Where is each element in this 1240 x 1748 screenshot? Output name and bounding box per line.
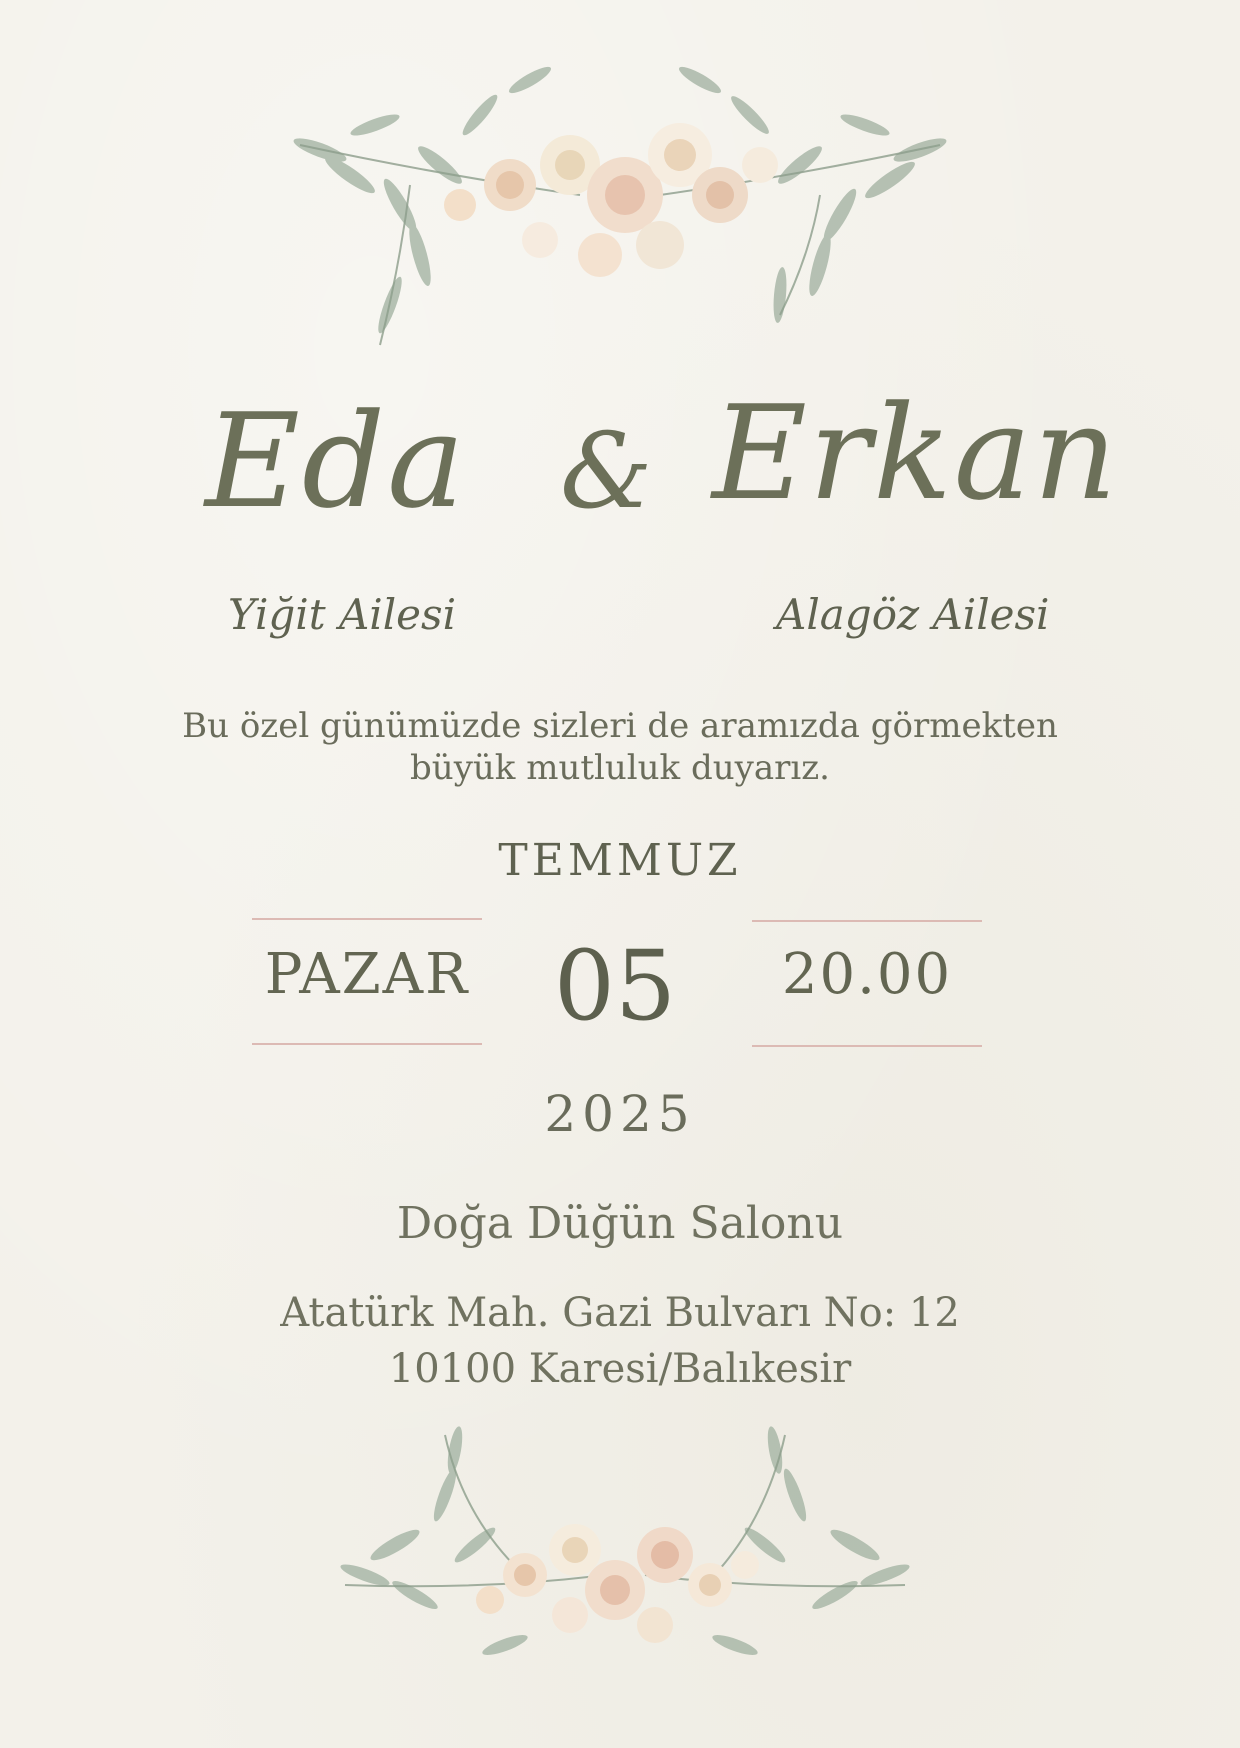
bride-name: Eda xyxy=(205,385,467,537)
groom-name: Erkan xyxy=(712,377,1120,529)
time-bottom-rule xyxy=(752,1045,982,1047)
invitation-message xyxy=(170,705,1070,789)
groom-family: Alagöz Ailesi xyxy=(776,590,1050,639)
weekday-bottom-rule xyxy=(252,1043,482,1045)
ampersand: & xyxy=(560,410,653,532)
message-line-2: büyük mutluluk duyarız. xyxy=(410,748,830,788)
address-line-2: 10100 Karesi/Balıkesir xyxy=(388,1346,852,1392)
couple-names xyxy=(0,377,1240,565)
time-top-rule xyxy=(752,920,982,922)
address-line-1: Atatürk Mah. Gazi Bulvarı No: 12 xyxy=(280,1290,960,1336)
weekday-top-rule xyxy=(252,918,482,920)
event-weekday: PAZAR xyxy=(264,942,470,1007)
bottom-floral-decoration-icon xyxy=(335,1425,915,1685)
message-line-1: Bu özel günümüzde sizleri de aramızda görmekten xyxy=(182,706,1058,746)
event-day: 05 xyxy=(553,930,677,1042)
venue-address xyxy=(0,1285,1240,1397)
top-floral-decoration-icon xyxy=(280,55,960,365)
event-month: TEMMUZ xyxy=(498,835,742,886)
event-time: 20.00 xyxy=(781,942,953,1007)
event-year: 2025 xyxy=(544,1085,696,1143)
bride-family: Yiğit Ailesi xyxy=(228,590,457,639)
venue-name: Doğa Düğün Salonu xyxy=(396,1198,844,1249)
